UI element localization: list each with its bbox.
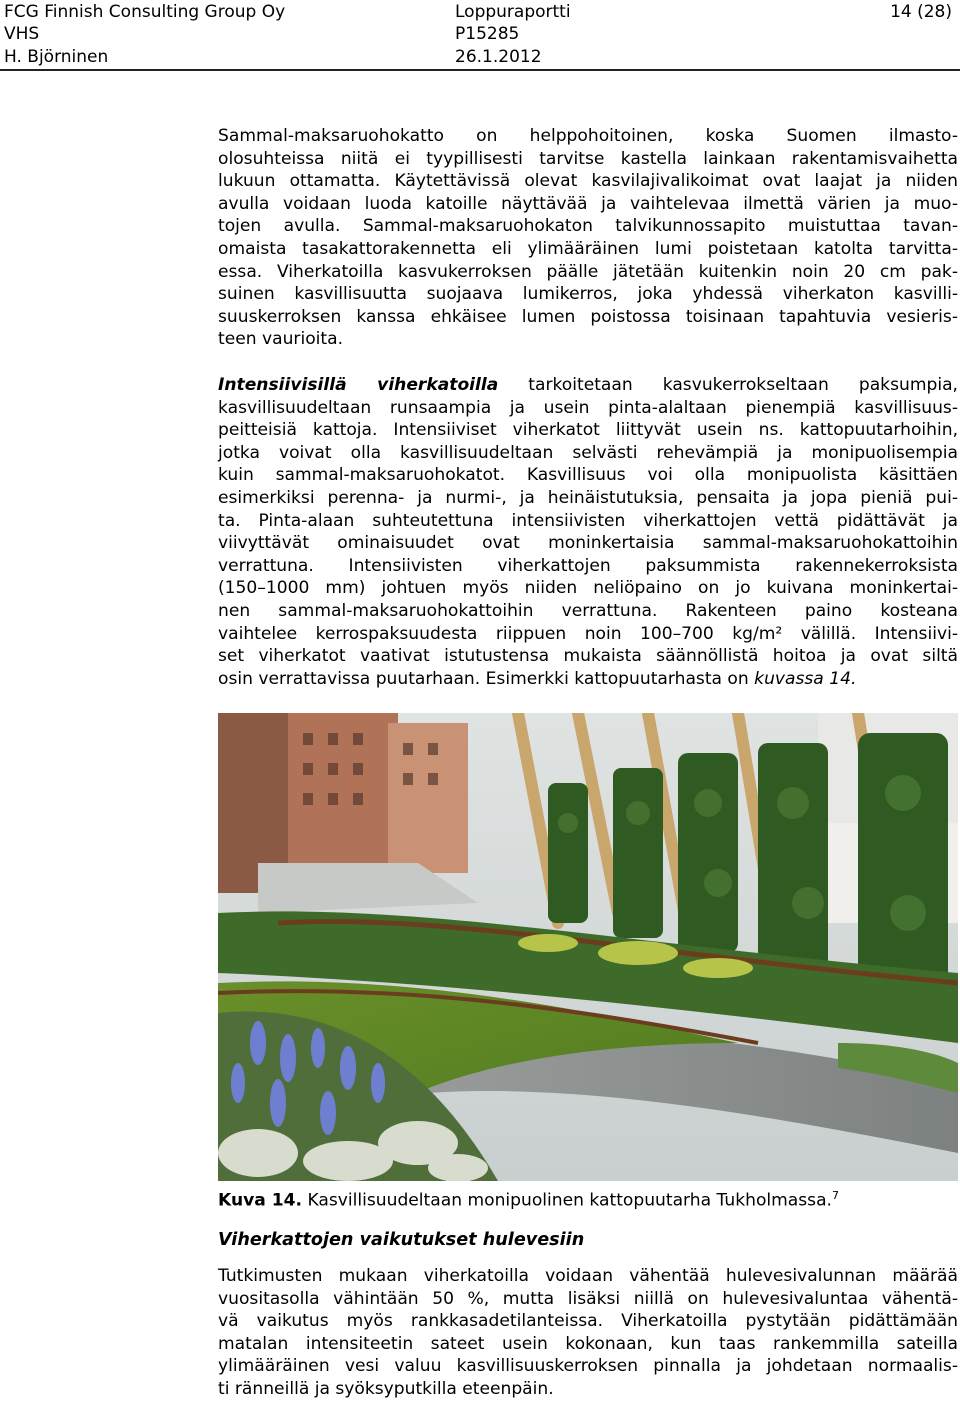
text-line: olosuhteissa niitä ei tyypillisesti tarvitse kastella lainkaan rakentamisvaihetta [218, 148, 958, 169]
text-line: viivyttävät ominaisuudet ovat moninkertaisia sammal-maksaruohokattoihin [218, 533, 958, 554]
text-line: vuositasolla vähintään 50 %, mutta lisäksi niillä on hulevesivaluntaa vähentä- [218, 1288, 958, 1309]
text-line: ylimääräinen vesi valuu kasvillisuuskerroksen pinnalla ja johdetaan normaalis- [218, 1356, 958, 1377]
document-date: 26.1.2012 [455, 47, 542, 67]
text-line: avulla voidaan luoda katoille näyttävää ja vaihtelevaa ilmettä värien ja muo- [218, 193, 958, 214]
text-line: matalan intensiteetin sateet usein kokonaan, kun taas rankemmilla sateilla [218, 1333, 958, 1354]
text-line: jotka voivat olla kasvillisuudeltaan selvästi rehevämpiä ja monipuolisempia [218, 442, 958, 463]
text-line: set viherkatot vaativat istutustensa mukaista säännöllistä hoitoa ja ovat siltä [218, 646, 958, 667]
text-line: ta. Pinta-alaan suhteutettuna intensiivisten viherkattojen vettä pidättävät ja [218, 510, 958, 531]
term-intensive-roofs: Intensiivisillä viherkatoilla [218, 375, 499, 395]
text-line: tojen avulla. Sammal-maksaruohokaton talvikunnossapito muistuttaa tavan- [218, 216, 958, 237]
text-line: (150–1000 mm) johtuen myös niiden neliöpaino on jo kuivana moninkertai- [218, 578, 958, 599]
paragraph-stormwater-effects [218, 1265, 958, 1401]
text-line: osin verrattavissa puutarhaan. Esimerkki kattopuutarhasta on kuvassa 14. [218, 668, 857, 689]
text-line: vaihtelee kerrospaksuudesta riippuen noin 100–700 kg/m² välillä. Intensiivi- [218, 623, 958, 644]
page-number: 14 (28) [890, 2, 952, 22]
header-divider [0, 69, 960, 71]
document-type: Loppuraportti [455, 2, 571, 22]
text-line: Tutkimusten mukaan viherkatoilla voidaan vähentää hulevesivalunnan määrää [218, 1266, 958, 1286]
project-code: P15285 [455, 24, 520, 44]
paragraph-intensive-green-roofs [218, 374, 958, 690]
text-line: suuskerroksen kanssa ehkäisee lumen poistossa toisinaan tapahtuvia vesieris- [218, 306, 958, 327]
text-line: suinen kasvillisuutta suojaava lumikerros, joka yhdessä viherkaton kasvilli- [218, 284, 958, 305]
caption-text: Kasvillisuudeltaan monipuolinen kattopuutarha Tukholmassa. [302, 1190, 832, 1211]
text-line: verrattuna. Intensiivisten viherkattojen paksummista rakennekerroksista [218, 555, 958, 576]
author-name: H. Björninen [4, 47, 109, 67]
text-line: kasvillisuudeltaan runsaampia ja usein pinta-alaltaan pienempiä kasvillisuus- [218, 397, 958, 418]
company-name: FCG Finnish Consulting Group Oy [4, 2, 286, 22]
text-line: lukuun ottamatta. Käytettävissä olevat kasvilajivalikoimat ovat laajat ja niiden [218, 171, 958, 192]
text-line: nen sammal-maksaruohokattoihin verrattuna. Rakenteen paino kosteana [218, 600, 958, 621]
text-line: essa. Viherkatoilla kasvukerroksen päälle jätetään kuitenkin noin 20 cm pak- [218, 261, 958, 282]
paragraph-moss-sedum-roof [218, 125, 958, 351]
text-line: omaista tasakattorakennetta eli ylimääräinen lumi poistetaan katolta tarvitta- [218, 238, 958, 259]
text-line: peitteisiä kattoja. Intensiiviset viherkatot liittyvät usein ns. kattopuutarhoihin, [218, 420, 958, 441]
rooftop-garden-photo [218, 713, 958, 1181]
section-heading: Viherkattojen vaikutukset hulevesiin [218, 1230, 585, 1250]
figure-label: Kuva 14. [218, 1190, 303, 1211]
text-line: kuin sammal-maksaruohokatot. Kasvillisuus voi olla monipuolista käsittäen [218, 465, 958, 486]
text-line: ti ränneillä ja syöksyputkilla eteenpäin. [218, 1378, 554, 1399]
text-line: Sammal-maksaruohokatto on helppohoitoinen, koska Suomen ilmasto- [218, 126, 958, 146]
org-name: VHS [4, 24, 40, 44]
figure-caption [218, 1185, 839, 1212]
text-line: vä vaikutus myös rankkasadetilanteissa. Viherkatoilla pystytään pidättämään [218, 1311, 958, 1332]
footnote-marker: 7 [832, 1189, 839, 1202]
figure-reference: kuvassa 14. [754, 668, 857, 689]
text-line: Intensiivisillä viherkatoilla tarkoitetaan kasvukerrokseltaan paksumpia, [218, 375, 958, 395]
text-line: teen vaurioita. [218, 329, 344, 350]
text-line: esimerkiksi perenna- ja nurmi-, ja heinäistutuksia, pensaita ja jopa pieniä pui- [218, 487, 958, 508]
